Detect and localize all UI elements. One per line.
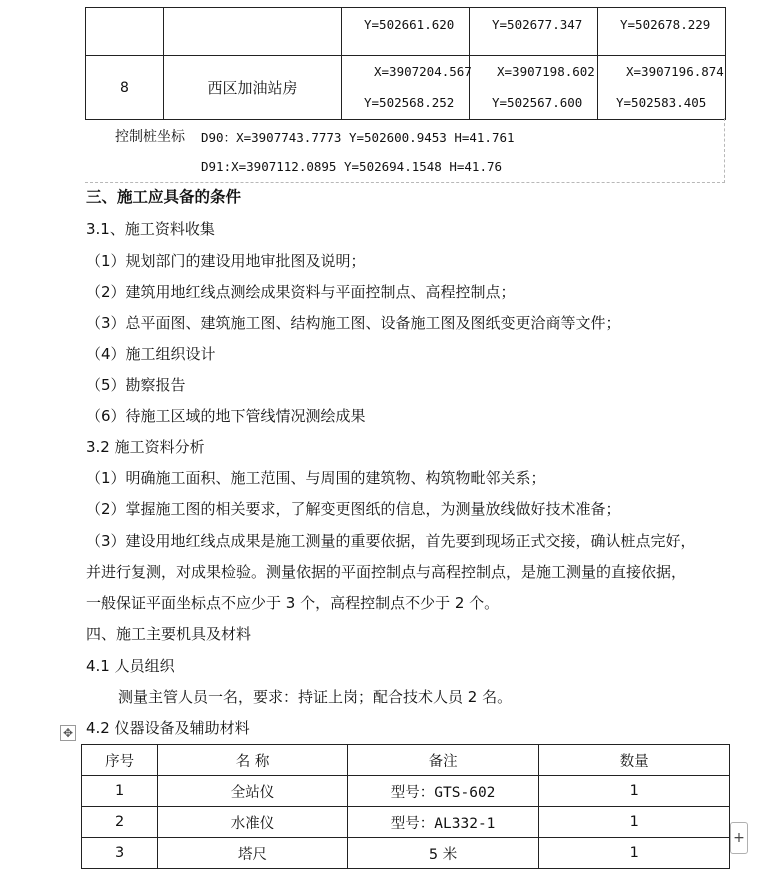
cell-qty: 1 <box>539 838 730 869</box>
y-coordinate: Y=502678.229 <box>620 17 711 32</box>
section-4-1-heading: 4.1 人员组织 <box>86 657 175 675</box>
list-item: （4）施工组织设计 <box>86 345 216 363</box>
cell-name: 塔尺 <box>158 838 348 869</box>
list-item: （3）总平面图、建筑施工图、结构施工图、设备施工图及图纸变更洽商等文件； <box>86 314 621 332</box>
y-coordinate: Y=502661.620 <box>364 17 455 32</box>
list-item: （6）待施工区域的地下管线情况测绘成果 <box>86 407 366 425</box>
list-item: （1）明确施工面积、施工范围、与周围的建筑物、构筑物毗邻关系； <box>86 469 546 487</box>
section-3-heading: 三、施工应具备的条件 <box>86 188 242 206</box>
section-3-1-heading: 3.1、施工资料收集 <box>86 220 215 238</box>
paragraph-line: 一般保证平面坐标点不应少于 3 个，高程控制点不少于 2 个。 <box>86 594 500 612</box>
cell-no: 2 <box>82 807 158 838</box>
table-header-row <box>82 745 730 776</box>
cell-note: 5 米 <box>347 838 539 869</box>
cell-no: 1 <box>82 776 158 807</box>
coordinate-table <box>85 7 726 120</box>
cell-name <box>164 8 342 56</box>
cell-note: 型号：AL332-1 <box>347 807 539 838</box>
table-row <box>82 776 730 807</box>
y-coordinate: Y=502583.405 <box>616 95 707 110</box>
section-4-2-heading: 4.2 仪器设备及辅助材料 <box>86 719 250 737</box>
cell-no: 3 <box>82 838 158 869</box>
cell-note: 型号：GTS-602 <box>347 776 539 807</box>
control-point-d91: D91:X=3907112.0895 Y=502694.1548 H=41.76 <box>201 159 503 174</box>
list-item: （5）勘察报告 <box>86 376 186 394</box>
section-3-2-heading: 3.2 施工资料分析 <box>86 438 205 456</box>
y-coordinate: Y=502677.347 <box>492 17 583 32</box>
y-coordinate: Y=502568.252 <box>364 95 455 110</box>
equipment-table <box>81 744 730 869</box>
cell-no: 8 <box>86 56 164 120</box>
x-coordinate: X=3907198.602 <box>497 64 595 79</box>
cell-point <box>342 56 470 120</box>
control-points-box <box>85 118 725 183</box>
control-point-d90: D90：X=3907743.7773 Y=502600.9453 H=41.761 <box>201 130 515 145</box>
cell-name: 全站仪 <box>158 776 348 807</box>
header-no: 序号 <box>82 745 158 776</box>
table-row <box>82 838 730 869</box>
table-row <box>82 807 730 838</box>
x-coordinate: X=3907196.874 <box>626 64 724 79</box>
list-item: （2）建筑用地红线点测绘成果资料与平面控制点、高程控制点； <box>86 283 516 301</box>
control-label: 控制桩坐标 <box>115 129 185 145</box>
list-item: （1）规划部门的建设用地审批图及说明； <box>86 252 366 270</box>
cell-qty: 1 <box>539 776 730 807</box>
section-4-heading: 四、施工主要机具及材料 <box>86 625 252 643</box>
header-note: 备注 <box>347 745 539 776</box>
paragraph-line: （3）建设用地红线点成果是施工测量的重要依据，首先要到现场正式交接，确认桩点完好， <box>86 532 696 550</box>
staff-paragraph: 测量主管人员一名，要求：持证上岗；配合技术人员 2 名。 <box>118 688 513 706</box>
list-item: （2）掌握施工图的相关要求，了解变更图纸的信息，为测量放线做好技术准备； <box>86 500 621 518</box>
y-coordinate: Y=502567.600 <box>492 95 583 110</box>
cell-name: 水准仪 <box>158 807 348 838</box>
header-name: 名 称 <box>158 745 348 776</box>
table-row <box>86 56 726 120</box>
cell-name: 西区加油站房 <box>164 56 342 120</box>
header-qty: 数量 <box>539 745 730 776</box>
cell-point <box>342 8 470 56</box>
table-row <box>86 8 726 56</box>
cell-no <box>86 8 164 56</box>
cell-qty: 1 <box>539 807 730 838</box>
x-coordinate: X=3907204.567 <box>374 64 472 79</box>
paragraph-line: 并进行复测，对成果检验。测量依据的平面控制点与高程控制点，是施工测量的直接依据， <box>86 563 687 581</box>
plus-icon[interactable]: + <box>730 822 748 854</box>
move-icon[interactable]: ✥ <box>60 725 76 741</box>
